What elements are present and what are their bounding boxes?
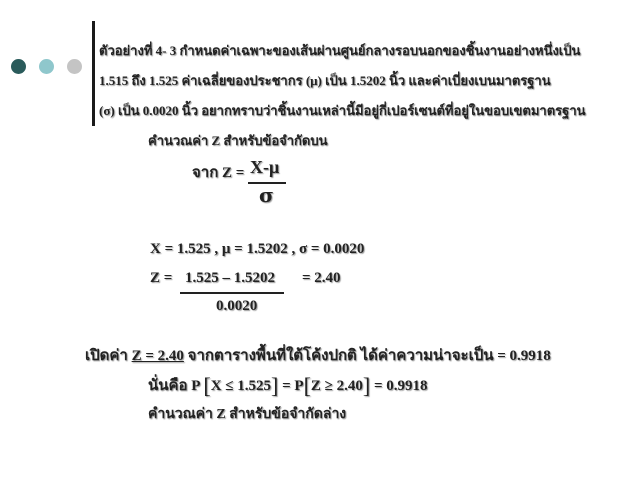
given-x: X = 1.525: [150, 241, 211, 257]
gray-dot: [67, 59, 82, 74]
left-bracket-2: [: [303, 373, 311, 398]
calc-denominator: 0.0020: [216, 298, 258, 314]
right-bracket-1: ]: [271, 373, 279, 398]
dark-teal-dot: [11, 59, 26, 74]
calc-numerator: 1.525 – 1.5202: [185, 270, 275, 286]
vertical-accent-bar: [92, 21, 95, 126]
calc-fraction-bar: [180, 292, 284, 294]
example-line-1: ตัวอย่างที่ 4- 3 กำหนดค่าเฉพาะของเส้นผ่านศูนย์กลางรอบนอกของชิ้นงานอย่างหนึ่งเป็น: [99, 43, 581, 58]
example-line-4: คำนวณค่า Z สำหรับข้อจำกัดบน: [148, 133, 328, 148]
probability-prefix: นั่นคือ P: [148, 378, 200, 394]
probability-term-2: Z ≥ 2.40: [310, 378, 363, 394]
given-sigma: σ = 0.0020: [298, 241, 365, 257]
probability-term-1: X ≤ 1.525: [210, 378, 272, 394]
calc-z-label: Z =: [150, 270, 173, 286]
light-teal-dot: [39, 59, 54, 74]
example-line-2: 1.515 ถึง 1.525 ค่าเฉลี่ยของประชากร (μ) เป็น 1.5202 นิ้ว และค่าเบี่ยงเบนมาตรฐาน: [99, 73, 551, 88]
probability-middle: = P: [282, 378, 304, 394]
conclusion-line-1: [85, 343, 551, 367]
conclusion-suffix: จากตารางพื้นที่ใต้โค้งปกติ ได้ค่าความน่าจะเป็น = 0.9918: [187, 348, 551, 364]
conclusion-prefix: เปิดค่า: [85, 348, 128, 364]
given-values: X = 1.525 , μ = 1.5202 , σ = 0.0020: [150, 241, 365, 257]
conclusion-line-3: คำนวณค่า Z สำหรับข้อจำกัดล่าง: [148, 407, 347, 422]
formula-denominator: σ: [259, 183, 274, 207]
given-mu: μ = 1.5202: [221, 241, 288, 257]
right-bracket-2: ]: [362, 373, 371, 398]
calc-result: = 2.40: [302, 270, 341, 286]
conclusion-z-value: Z = 2.40: [131, 348, 184, 364]
left-bracket-1: [: [203, 373, 211, 398]
formula-lhs: จาก Z =: [192, 165, 245, 181]
formula-numerator: X-μ: [250, 157, 280, 177]
example-line-3: (σ) เป็น 0.0020 นิ้ว อยากทราบว่าชิ้นงานเหล่านี้มีอยู่กี่เปอร์เซนต์ที่อยู่ในขอบเขตมาตรฐาน: [99, 103, 586, 118]
conclusion-line-2: [148, 373, 428, 397]
probability-result: = 0.9918: [374, 378, 428, 394]
